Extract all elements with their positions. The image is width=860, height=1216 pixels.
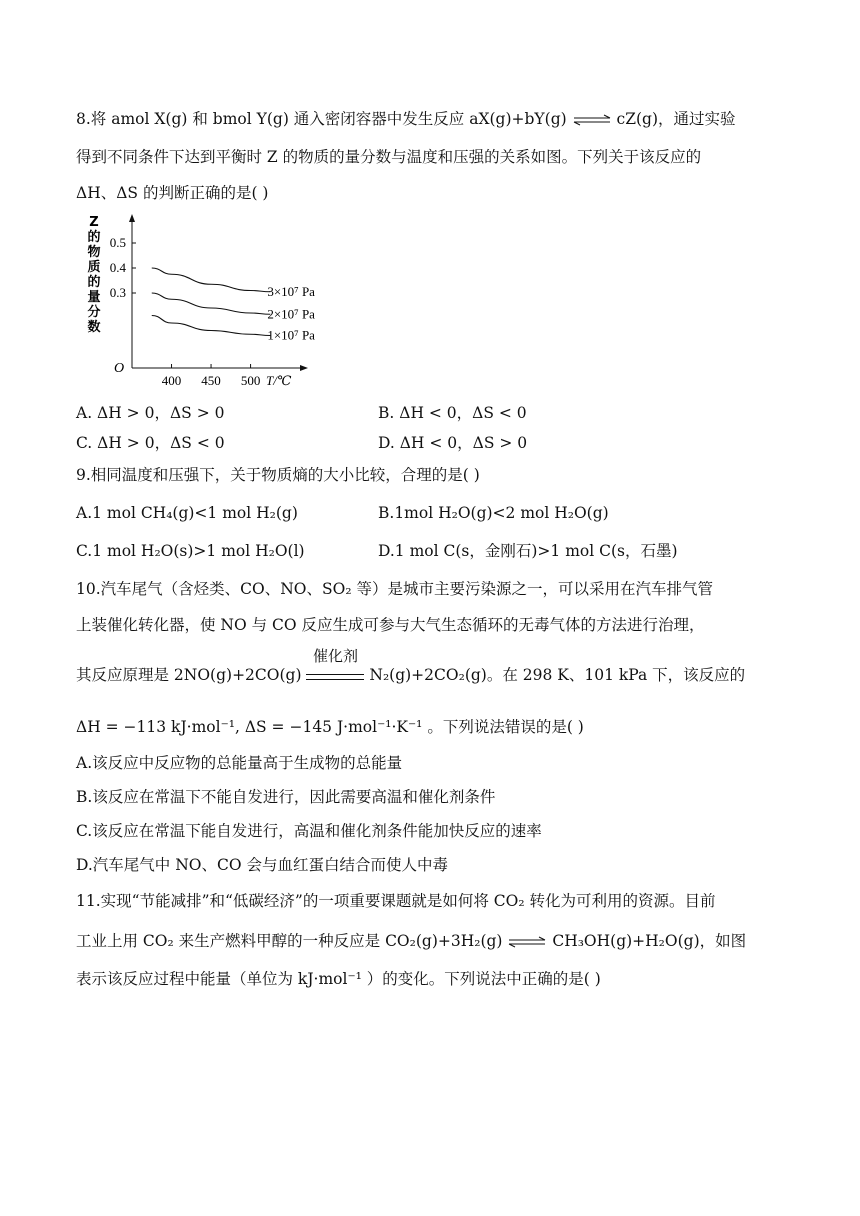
y-axis-label-char: 的	[87, 275, 101, 290]
chart-ticks	[110, 235, 292, 388]
q8-line3: ΔH、ΔS 的判断正确的是( )	[76, 184, 269, 202]
q8-option-b: B. ΔH < 0，ΔS < 0	[378, 404, 527, 422]
q11-line2-text-a: 工业上用 CO₂ 来生产燃料甲醇的一种反应是 CO₂(g)+3H₂(g)	[76, 932, 503, 950]
q11-line3: 表示该反应过程中能量（单位为 kJ·mol⁻¹ ）的变化。下列说法中正确的是( )	[76, 970, 601, 988]
q11-line2-text-b: CH₃OH(g)+H₂O(g)，如图	[552, 932, 747, 950]
q11-line1: 11.实现“节能减排”和“低碳经济”的一项重要课题就是如何将 CO₂ 转化为可利用的资源。目前	[76, 892, 716, 910]
q9-option-d: D.1 mol C(s，金刚石)>1 mol C(s，石墨)	[378, 542, 678, 560]
catalyst-label: 催化剂	[312, 647, 358, 665]
q10-line1: 10.汽车尾气（含烃类、CO、NO、SO₂ 等）是城市主要污染源之一，可以采用在汽车排气管	[76, 580, 713, 598]
q10-line3-text-a: 其反应原理是 2NO(g)+2CO(g)	[76, 666, 302, 684]
q9-option-c: C.1 mol H₂O(s)>1 mol H₂O(l)	[76, 542, 305, 560]
x-axis-arrow-icon	[300, 365, 308, 371]
x-axis-label: T/℃	[266, 373, 292, 388]
x-tick-label: 500	[240, 373, 261, 388]
q8-option-c: C. ΔH > 0，ΔS < 0	[76, 434, 225, 452]
q8-option-a: A. ΔH > 0，ΔS > 0	[76, 404, 225, 422]
catalyst-arrow	[306, 647, 364, 680]
q8-line1-text-a: 8.将 amol X(g) 和 bmol Y(g) 通入密闭容器中发生反应 aX(g)+bY(g)	[76, 110, 567, 128]
q10-option-c: C.该反应在常温下能自发进行，高温和催化剂条件能加快反应的速率	[76, 822, 542, 840]
chart-series-labels	[267, 284, 315, 343]
y-tick-label: 0.4	[109, 260, 126, 275]
equilibrium-arrow-icon	[507, 936, 547, 948]
q9-stem: 9.相同温度和压强下，关于物质熵的大小比较，合理的是( )	[76, 466, 480, 484]
series-label: 1×10⁷ Pa	[267, 327, 315, 343]
y-axis-label-char: 量	[87, 290, 101, 305]
q10-line3-text-b: N₂(g)+2CO₂(g)。在 298 K、101 kPa 下，该反应的	[369, 666, 746, 684]
q8-option-d: D. ΔH < 0，ΔS > 0	[378, 434, 528, 452]
series-label: 3×10⁷ Pa	[267, 283, 315, 299]
y-tick-label: 0.5	[109, 235, 126, 250]
series-curve	[152, 268, 271, 292]
double-line-icon	[306, 674, 364, 680]
x-tick-label: 400	[161, 373, 182, 388]
chart-curves	[152, 268, 271, 336]
q10-option-a: A.该反应中反应物的总能量高于生成物的总能量	[76, 754, 403, 772]
q8-chart	[80, 212, 320, 392]
y-axis-label-char: 质	[87, 260, 101, 275]
series-curve	[152, 316, 271, 336]
y-axis-label-char: 分	[87, 305, 101, 320]
q8-line1	[76, 108, 736, 130]
y-axis-arrow-icon	[129, 214, 135, 222]
x-tick-label: 450	[201, 373, 221, 388]
y-tick-label: 0.3	[109, 285, 126, 300]
y-axis-label-char: 物	[87, 245, 101, 260]
q8-line1-text-b: cZ(g)，通过实验	[616, 110, 736, 128]
equilibrium-arrow-icon	[572, 114, 612, 126]
y-axis-label-char: Z	[89, 215, 99, 230]
q8-line2: 得到不同条件下达到平衡时 Z 的物质的量分数与温度和压强的关系如图。下列关于该反应的	[76, 148, 702, 166]
q9-option-a: A.1 mol CH₄(g)<1 mol H₂(g)	[76, 504, 298, 522]
q11-line2	[76, 930, 746, 952]
q10-option-d: D.汽车尾气中 NO、CO 会与血红蛋白结合而使人中毒	[76, 856, 448, 874]
y-axis-label	[87, 215, 100, 335]
q10-line3	[76, 647, 746, 686]
series-label: 2×10⁷ Pa	[267, 306, 315, 322]
q9-option-b: B.1mol H₂O(g)<2 mol H₂O(g)	[378, 504, 609, 522]
q10-line2: 上装催化转化器，使 NO 与 CO 反应生成可参与大气生态循环的无毒气体的方法进行治理，	[76, 616, 705, 634]
origin-label: O	[114, 361, 125, 376]
q10-line4: ΔH = −113 kJ·mol⁻¹, ΔS = −145 J·mol⁻¹·K⁻¹ 。下列说法错误的是( )	[76, 718, 584, 736]
y-axis-label-char: 数	[87, 320, 101, 335]
y-axis-label-char: 的	[87, 230, 101, 245]
q10-option-b: B.该反应在常温下不能自发进行，因此需要高温和催化剂条件	[76, 788, 496, 806]
series-curve	[152, 293, 271, 314]
